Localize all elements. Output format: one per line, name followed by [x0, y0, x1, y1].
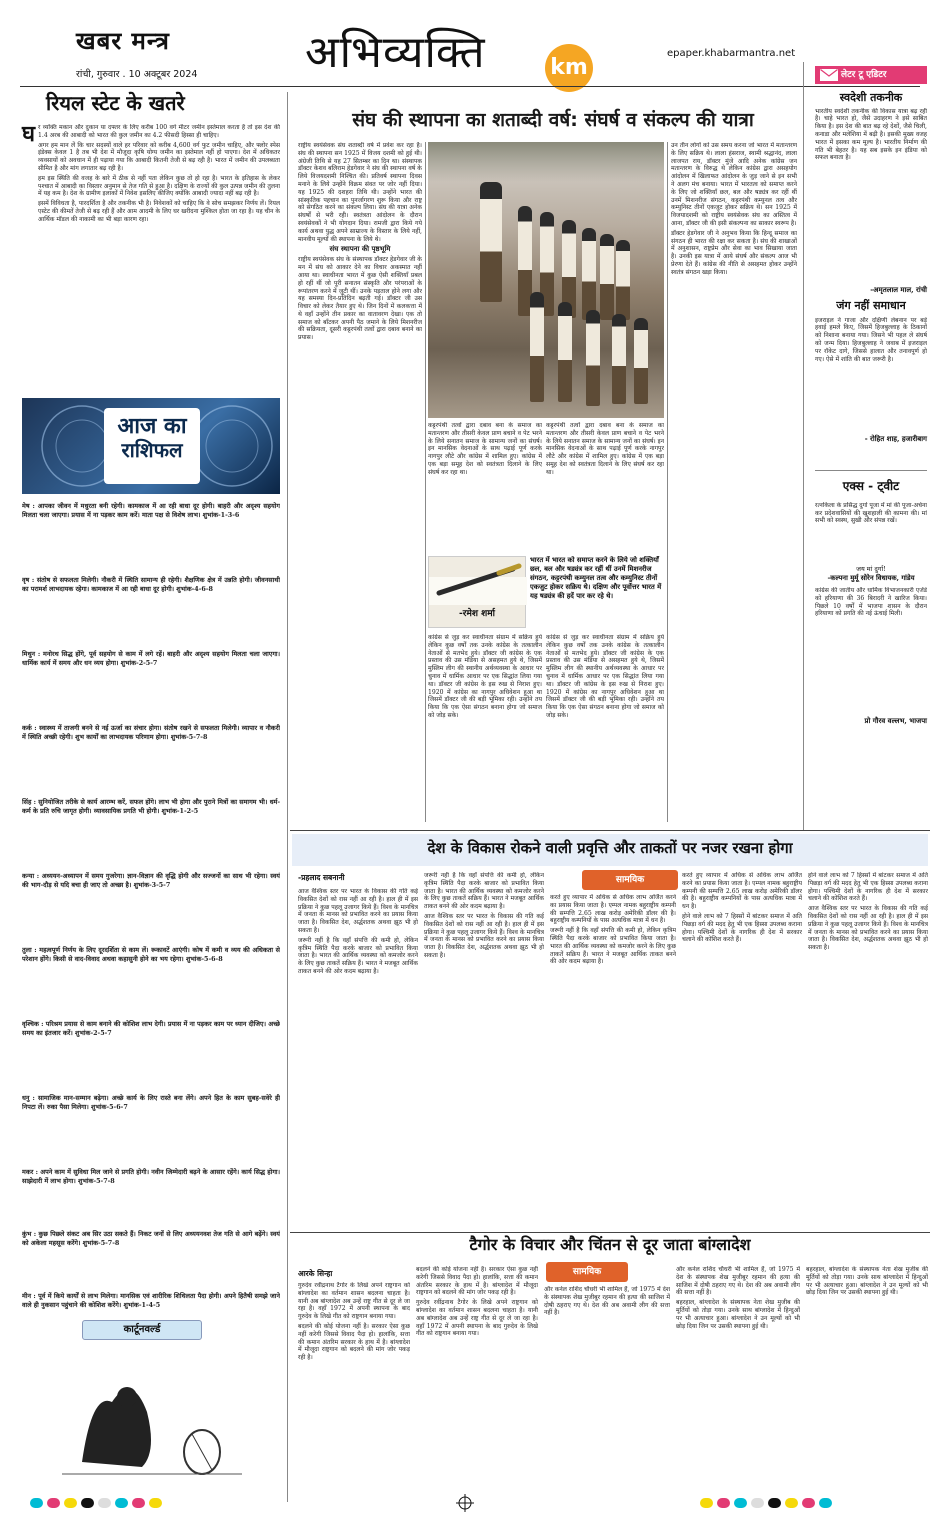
article2-col-3: [550, 894, 676, 1226]
envelope-icon: [820, 69, 838, 81]
left-article-para: अगर हम मान लें कि चार सदस्यों वाले हर परिवार को करीब 4,600 वर्ग फुट जमीन चाहिए, और फ्लोर स्पेस इंडेक्स केवल 1 है तब भी देश में मौजूदा कृषि योग्य जमीन का इस्तेमाल नहीं हो पाएगा। देश में अधिकतर व्यवसायों को अवधान में ही पढ़ाया गया कि आबादी कितनी तेजी से बढ़ रही है। भारत में जमीन की उपलब्धता सीमित है और मांग लगातार बढ़ रही है।: [38, 141, 280, 172]
author-box: [428, 556, 526, 628]
main-col-right-text: उन तीन लोगों को उस समय करना जो भारत में मतान्तरण के लिए सक्रिय थे। लाला हंसराज, स्वामी श्रद्धानंद, लाला लाजपत राय, डॉक्टर मुंजे आदि अनेक कांग्रेस जन मतान्तरण के विरुद्ध थे लेकिन कांग्रेस द्वारा असहयोग आंदोलन में खिलाफत आंदोलन के जुड़ जाने से इन सभी ने अलग मंच बनाया। भारत में भारतत्व को समाप्त करने के लिए जो शक्तियाँ छल, बल और षड्यंत्र कर रहीं थीं उनमें मिशनरीज संगठन, कट्टरपंथी कम्युनल तत्व और कम्युनिस्ट तीनों एकजुट होकर सक्रिय थे। सन 1925 में विजयादशमी को राष्ट्रीय स्वयंसेवक संघ का अस्तित्व में आना, डॉक्टर जी की इसी संकल्पना का साकार स्वरूप है।: [671, 142, 797, 227]
article3-tag: सामयिक: [546, 1262, 628, 1282]
article3-col-4: [676, 1266, 800, 1482]
main-col-mid-2: [428, 634, 542, 822]
main-col-right: [671, 142, 797, 822]
rashifal-item: वृष : संतोष से सफलता मिलेगी। नौकरी में स्थिति सामान्य ही रहेगी। शैक्षणिक क्षेत्र में उन्नति होगी। जीवनसाथी का परामर्श लाभदायक रहेगा। कामकाज में आ रही बाधा दूर होगी। शुभांक-4-6-8: [22, 576, 280, 593]
letter-1-sign: -अमृतलाल माल, रांची: [870, 284, 927, 294]
rashifal-item: कन्या : अध्ययन-अध्यापन में समय गुजरेगा। ज्ञान-विज्ञान की वृद्धि होगी और सज्जनों का साथ भी रहेगा। स्वयं की भाग-दौड़ से यदि बचा ही जाए तो अच्छा है। शुभांक-3-5-7: [22, 872, 280, 889]
left-article: [22, 121, 280, 392]
main-col-left-text-2: राष्ट्रीय स्वयंसेवक संघ के संस्थापक डॉक्टर हेडगेवार जी के मन में संघ को आकार देने का विचार अकस्मात नहीं आया था। स्वाधीनता भारत में कुछ ऐसी शक्तियाँ प्रबल हो रहीं थीं जो पूरी सनातन संस्कृति और परंपराओं के रूपांतरण करने में जुटी थीं। उनके पड़ताल होने लगा और यह समस्या दिन-प्रतिदिन बढ़ती गई। डॉक्टर जी उस विचार को लेकर तैयार हुए थे। जिन दिनों में कलकत्ता में थे वहाँ उन्होंने तीन प्रकार का वातावरण देखा। एक तो समाज को बाँटकर अपनी पैठ जमाने के लिये मिशनरीज की सक्रियता, दूसरी कट्टरपंथी तत्वों द्वारा दबाव बनाने का प्रयास।: [298, 256, 422, 342]
date-line: रांची, गुरुवार . 10 अक्टूबर 2024: [76, 69, 198, 80]
rashifal-title-line1: आज का: [117, 414, 187, 439]
left-article-para: हम इस स्थिति की वजह के बारे में ठीक से नहीं पता लेकिन कुछ तो हो रहा है। भारत के इतिहास के लेकर पश्चात में आबादी का विस्तार अनुमान से तेज गति से हुआ है। दक्षिण के राज्यों की कुल उत्पन्न जमीन की तुलना में यह कम है। देश के ग्रामीण इलाकों में निवेश इसलिए कीजिए क्योंकि आबादी ज्यादा नहीं बढ़ रही है।: [38, 174, 280, 198]
article2-para: करते हुए व्यापार में अधिक से अधिक लाभ अर्जित करने का प्रयास किया जाता है। एम्पल नामक बहुराष्ट्रीय कम्पनी की सम्पत्ति 2.65 लाख करोड़ अमेरिकी डॉलर की है। बहुराष्ट्रीय कम्पनियों के पास अत्यधिक मात्रा में धन है।: [682, 872, 802, 911]
main-col-mid-b: [546, 422, 664, 552]
main-col-mid2-text: कांग्रेस से जुड़ कर स्वाधीनता संग्राम में सक्रिय हुये लेकिन कुछ वर्षों तक उनके कांग्रेस के तत्कालीन नेताओं से मतभेद हुये। डॉक्टर जी कांग्रेस के एक प्रस्ताव की उस मंडिया से असहमत हुये थे, जिसमें मुस्लिम लीग की स्थानीय अर्थव्यवस्था के आधार पर चुनाव में धार्मिक आधार पर एक सिद्धांत लिया गया था। डॉक्टर जी कांग्रेस के इस रुख से निराश हुए। 1920 में कांग्रेस का नागपुर अधिवेशन हुआ था जिसमें डॉक्टर जी की बड़ी भूमिका रही। उन्होंने तय किया कि एक ऐसा संगठन बनाना होगा जो समाज को जोड़ सके।: [428, 634, 542, 719]
article2-para: जरूरी नहीं है कि वहाँ संपत्ति की कमी हो, लेकिन कृत्रिम स्थिति पैदा करके बाजार को प्रभावित किया जाता है। भारत की आर्थिक व्यवस्था को कमजोर करने के लिए कुछ ताकतें सक्रिय हैं। भारत ने मजबूत आर्थिक ताकत बनने की ओर कदम बढ़ाया है।: [550, 927, 676, 966]
article3-para: गुरुदेव रवींद्रनाथ टैगोर के लिखे अपने राष्ट्रगान को बांग्लादेश का वर्तमान शासन बदलना चाहता है। यानी अब बांग्लादेश अब उन्हें राष्ट्र गीत से दूर ले जा रहा है। वहाँ 1972 में अपनी स्थापना के बाद गुरुदेव के लिखे गीत को राष्ट्रगान बनाया गया।: [298, 1282, 410, 1321]
article3-byline: आरके सिन्हा: [298, 1269, 333, 1278]
main-col-mid3-text: कांग्रेस से जुड़ कर स्वाधीनता संग्राम में सक्रिय हुये लेकिन कुछ वर्षों तक उनके कांग्रेस के तत्कालीन नेताओं से मतभेद हुये। डॉक्टर जी कांग्रेस के एक प्रस्ताव की उस मंडिया से असहमत हुये थे, जिसमें मुस्लिम लीग की स्थानीय अर्थव्यवस्था के आधार पर चुनाव में धार्मिक आधार पर एक सिद्धांत लिया गया था। डॉक्टर जी कांग्रेस के इस रुख से निराश हुए। 1920 में कांग्रेस का नागपुर अधिवेशन हुआ था जिसमें डॉक्टर जी की बड़ी भूमिका रही। उन्होंने तय किया कि एक ऐसा संगठन बनाना होगा जो समाज को जोड़ सके।: [546, 634, 664, 719]
letter-1-body: भारतीय स्वदेशी तकनीक की विकास यात्रा बढ़ रही है। चाहे भारत हो, जैसे उदाहरण ने इसे साबित किया है। इस देश की बात बढ़ रहे देशों, जैसे चिली, कनाडा और मलेशिया में बढ़ी है। इसकी मुख्य वजह भारत में इसका कम मूल्य है। भारतीय निर्माण की गति भी बेहतर है। यह सब इसके इन इंडिया को सफल बनाता है।: [815, 107, 927, 162]
letter-3-body: रत्नकिला के प्रसिद्ध दुर्गा पूजा में मां की पूजा-अर्चना कर प्रदेशवासियों की खुशहाली की कामना की। मां सभी को स्वस्थ, सुखी और संपन्न रखें।: [815, 501, 927, 525]
rashifal-item: सिंह : सुनियोजित तरीके से कार्य आरम्भ करें, सफल होंगे। लाभ भी होगा और पुराने मित्रों का समागम भी। धर्म-कर्म के प्रति रुचि जागृत होगी। व्यावसायिक प्रगति भी होगी। शुभांक-1-2-5: [22, 798, 280, 815]
main-col-mid-3: [546, 634, 664, 822]
letter-2-sign: - रोहित शाह, हजारीबाग: [864, 433, 927, 443]
article2-para: जरूरी नहीं है कि वहाँ संपत्ति की कमी हो, लेकिन कृत्रिम स्थिति पैदा करके बाजार को प्रभावित किया जाता है। भारत की आर्थिक व्यवस्था को कमजोर करने के लिए कुछ ताकतें सक्रिय हैं। भारत ने मजबूत आर्थिक ताकत बनने की ओर कदम बढ़ाया है।: [298, 936, 418, 975]
main-col-left-text: राष्ट्रीय स्वयंसेवक संघ शताब्दी वर्ष में प्रवेश कर रहा है। संघ की स्थापना सन 1925 में विजय दशमी को हुई थी। अंग्रेजी तिथि से यह 27 सितम्बर का दिन था। संस्थापक डॉक्टर केशव बलिराम हेडगेवार ने संघ की स्थापना वर्ष के लिये विजयदशमी निश्चित की। प्रतिवर्ष स्थापना दिवस मनाने के लिये उन्होंने विक्रम संवत पर जोर नहीं दिया। यह 1925 की दशहरा तिथि थी। उन्होंने भारत की सांस्कृतिक पहचान का पुनर्जागरण शुरू किया और राष्ट्र को संगठित करने का संकल्प लिया। संघ की यात्रा अनेक संघर्षों से भरी रही। स्वतंत्रता आंदोलन के दौरान स्वयंसेवकों ने भी योगदान दिया। रामजी द्वारा किये गये कार्य अथवा युद्ध अपने साम्राज्य के विस्तार के लिये नहीं, मानवीय मूल्यों की स्थापना के लिये थे।: [298, 142, 422, 243]
pen-icon: [429, 557, 527, 605]
rashifal-title: [104, 408, 200, 484]
letter-1: [815, 92, 927, 294]
pull-quote-text: भारत में भारत को समाप्त करने के लिये जो शक्तियाँ छल, बल और षड्यंत्र कर रहीं थीं उनमें मिशनरीज संगठन, कट्टरपंथी कम्युनल तत्व और कम्युनिस्ट तीनों एकजुट होकर सक्रिय थे। दक्षिण और पूर्वोत्तर भारत में यह षड्यंत्र की हदें पार कर रहे थे।: [530, 556, 662, 600]
letter-3-sign: -कल्पना मुर्मू सोरेन विधायक, गांडेय: [827, 574, 915, 583]
article3-headline: टैगोर के विचार और चिंतन से दूर जाता बांग्लादेश: [469, 1235, 751, 1254]
epaper-url[interactable]: epaper.khabarmantra.net: [667, 48, 796, 59]
cartoon-label-box: [82, 1320, 202, 1340]
rss-march-photo: [428, 142, 664, 418]
article2-para: आज वैश्विक स्तर पर भारत के विकास की गति कई विकसित देशों को रास नहीं आ रही है। हाल ही में इस प्रक्रिया ने कुछ पहलू उजागर किये हैं। विश्व के मानचित्र में जनता के मानस को प्रभावित करने का प्रयास किया जाता है। विकसित देश, अर्द्धशतक अथवा झूठ भी हो सकता है।: [808, 905, 928, 952]
letter-3: [815, 480, 927, 725]
rashifal-item: मीन : पूर्व में किये कार्यों से लाभ मिलेगा। मानसिक एवं शारीरिक शिथिलता पैदा होगी। अपने हितैषी समझे जाने वाले ही नुकसान पहुंचाने की कोशिश करेंगे। शुभांक-1-4-5: [22, 1292, 280, 1309]
main-author: -रमेश शर्मा: [459, 609, 495, 619]
letter-2-title: जंग नहीं समाधान: [836, 299, 906, 312]
article2-para: आज वैश्विक स्तर पर भारत के विकास की गति कई विकसित देशों को रास नहीं आ रही है। हाल ही में इस प्रक्रिया ने कुछ पहलू उजागर किये हैं। विश्व के मानचित्र में जनता के मानस को प्रभावित करने का प्रयास किया जाता है। विकसित देश, अर्द्धशतक अथवा झूठ भी हो सकता है।: [424, 912, 544, 959]
cartoon-label: कार्टूनवर्ल्ड: [123, 1324, 161, 1336]
rashifal-item: कर्क : स्वास्थ्य में ताजगी बनने से नई ऊर्जा का संचार होगा। संतोष रखने से सफलता मिलेगी। व्यापार व नौकरी में स्थिति अच्छी रहेगी। शुभ कार्यों का लाभदायक परिणाम होगा। शुभांक-5-7-8: [22, 724, 280, 741]
article2-col-1: [298, 888, 418, 1226]
cartoon-illustration: [22, 1342, 280, 1490]
rashifal-item: मिथुन : मनोरथ सिद्ध होंगे, पूर्व सहयोग से काम में लगे रहें। बाहरी और अदृश्य सहयोग मिलता चला जाएगा। धार्मिक कार्य में समय और धन व्यय होगा। शुभांक-2-5-7: [22, 650, 280, 667]
article2-col-2: [424, 872, 544, 1226]
article3-col-2: [416, 1266, 538, 1482]
letter-3-title: एक्स - ट्वीट: [842, 479, 900, 493]
letter-2: [815, 300, 927, 443]
article2-para: आज वैश्विक स्तर पर भारत के विकास की गति कई विकसित देशों को रास नहीं आ रही है। हाल ही में इस प्रक्रिया ने कुछ पहलू उजागर किये हैं। विश्व के मानचित्र में जनता के मानस को प्रभावित करने का प्रयास किया जाता है। विकसित देश, अर्द्धशतक अथवा झूठ भी हो सकता है।: [298, 888, 418, 934]
article3-para: और कर्नल राशिद चौधरी भी शामिल हैं, जो 1975 में देश के संस्थापक शेख मुजीबुर रहमान की हत्या की साजिश में दोषी ठहराए गए थे। देश की अब अवामी लीग की सत्ता नहीं है।: [676, 1266, 800, 1297]
drop-cap: घ: [22, 121, 36, 147]
letter-4-body: कांग्रेस की जातीय और धार्मिक विभाजनकारी एजेंडे को हरियाणा की 36 बिरादरी ने खारिज किया। पिछले 10 वर्षों में भाजपा शासन के दौरान हरियाणा को प्रगति की नई ऊंचाई मिली।: [815, 587, 927, 618]
rashifal-banner: [22, 398, 280, 494]
section-title: अभिव्यक्ति: [305, 27, 486, 78]
article2-tag: सामयिक: [582, 870, 678, 890]
article3-para: गुरुदेव रवींद्रनाथ टैगोर के लिखे अपने राष्ट्रगान को बांग्लादेश का वर्तमान शासन बदलना चाहता है। यानी अब बांग्लादेश अब उन्हें राष्ट्र गीत से दूर ले जा रहा है। वहाँ 1972 में अपनी स्थापना के बाद गुरुदेव के लिखे गीत को राष्ट्रगान बनाया गया।: [416, 1299, 538, 1338]
letter-2-body: इजराइल ने गाजा और दक्षिणी लेबनान पर बड़े हवाई हमले किए, जिसमें हिजबुल्लाह के ठिकानों को निशाना बनाया गया। जिसने भी पहल ले संघर्ष को जन्म दिया। हिजबुल्लाह ने जवाब में इजराइल पर रॉकेट दागे, जिससे हालात और तनावपूर्ण हो गए। ऐसे में शांति की बात जरूरी है।: [815, 316, 927, 363]
footer-color-marks-left: [30, 1498, 166, 1511]
article3-col-3: [544, 1286, 670, 1482]
brand-logo: km: [545, 44, 593, 92]
main-subhead: संघ स्थापना की पृष्ठभूमि: [329, 244, 391, 254]
footer-color-marks-right: [700, 1498, 836, 1511]
article2-para: जरूरी नहीं है कि वहाँ संपत्ति की कमी हो, लेकिन कृत्रिम स्थिति पैदा करके बाजार को प्रभावित किया जाता है। भारत की आर्थिक व्यवस्था को कमजोर करने के लिए कुछ ताकतें सक्रिय हैं। भारत ने मजबूत आर्थिक ताकत बनने की ओर कदम बढ़ाया है।: [424, 872, 544, 911]
main-col-left: [298, 142, 422, 820]
article2-para: करते हुए व्यापार में अधिक से अधिक लाभ अर्जित करने का प्रयास किया जाता है। एम्पल नामक बहुराष्ट्रीय कम्पनी की सम्पत्ति 2.65 लाख करोड़ अमेरिकी डॉलर की है। बहुराष्ट्रीय कम्पनियों के पास अत्यधिक मात्रा में धन है।: [550, 894, 676, 925]
letter-1-title: स्वदेशी तकनीक: [839, 91, 903, 104]
article3-para: बदलने की कोई योजना नहीं है। सरकार ऐसा कुछ नहीं करेगी जिससे विवाद पैदा हो। हालांकि, सत्ता की कमान अंतरिम सरकार के हाथ में है। बांग्लादेश में मौजूदा राष्ट्रगान को बदलने की मांग जोर पकड़ रही है।: [298, 1322, 410, 1362]
article3-para: बहरहाल, बांग्लादेश के संस्थापक नेता शेख मुजीब की मूर्तियों को तोड़ा गया। उनके साथ बांग्लादेश में हिन्दुओं पर भी अत्याचार हुआ। बांग्लादेश ने उन मूल्यों को भी छोड़ दिया जिन पर उसकी स्थापना हुई थी।: [676, 1299, 800, 1330]
cartoon-panel: [22, 1320, 280, 1490]
pull-quote: [530, 556, 664, 628]
rashifal-title-line2: राशिफल: [121, 438, 183, 463]
letter-3-chant: जय मां दुर्गा!: [856, 564, 886, 573]
rashifal-item: मेष : आपका जीवन में मधुरता बनी रहेगी। कामकाज में आ रही बाधा दूर होगी। बाहरी और अदृश्य सहयोग मिलता चला जाएगा। प्रयास में ना पड़कर काम करें। माता पक्ष से विशेष लाभ। शुभांक-1-3-6: [22, 502, 280, 519]
article2-para: होने वाले लाभ को 7 हिस्सों में बांटकर समाज में अति पिछड़ा वर्ग की मदद हेतु भी एक हिस्सा उपलब्ध कराना होगा। पश्चिमी देशों के नागरिक ही देश में सरकार चलाने की कोशिश करते हैं।: [682, 912, 802, 944]
left-article-para: र व्यक्ति मकान और दुकान या दफ्तर के लिए करीब 100 वर्ग मीटर जमीन इस्तेमाल करता है तो इस देश की 1.4 अरब की आबादी को भारत की कुल जमीन का 4.2 फीसदी हिस्सा ही चाहिए।: [38, 124, 280, 139]
paper-name: खबर मन्त्र: [76, 27, 170, 55]
article3-para: बदलने की कोई योजना नहीं है। सरकार ऐसा कुछ नहीं करेगी जिससे विवाद पैदा हो। हालांकि, सत्ता की कमान अंतरिम सरकार के हाथ में है। बांग्लादेश में मौजूदा राष्ट्रगान को बदलने की मांग जोर पकड़ रही है।: [416, 1266, 538, 1297]
rashifal-item: तुला : महत्वपूर्ण निर्णय के लिए दूरदर्शिता से काम लें। रूकावटें आएंगी। कोष में कमी व व्यय की अधिकता से परेशान होंगे। किसी से वाद-विवाद अथवा कहासुनी होने का भय रहेगा। शुभांक-5-6-8: [22, 946, 280, 963]
article2-para: होने वाले लाभ को 7 हिस्सों में बांटकर समाज में अति पिछड़ा वर्ग की मदद हेतु भी एक हिस्सा उपलब्ध कराना होगा। पश्चिमी देशों के नागरिक ही देश में सरकार चलाने की कोशिश करते हैं।: [808, 872, 928, 903]
registration-mark-icon: [456, 1494, 474, 1512]
main-col-mid: [428, 422, 542, 552]
rashifal-item: मकर : अपने काम में सुविधा मिल जाने से प्रगति होगी। नवीन जिम्मेदारी बढ़ने के आसार रहेंगे। कार्य सिद्ध होगा। साझेदारी में लाभ होगा। शुभांक-5-7-8: [22, 1168, 280, 1185]
main-col-mid-text-b: कट्टरपंथी तत्वों द्वारा दबाव बना के समाज का मतान्तरण और तीसरी केवल प्राण बचाने व पेट भरने के लिये सनातन समाज के सामान्य जनों का संघर्ष। इन मानसिक वेदनाओं के साथ पढ़ाई पूर्ण करके नागपुर लौटे और कांग्रेस में शामिल हुए। कांग्रेस में एक बड़ा समूह देश को स्वतंत्रता दिलाने के लिए संघर्ष कर रहा था।: [546, 422, 664, 476]
rashifal-item: कुंभ : कुछ पिछले संकट अब सिर उठा सकते हैं। निकट जनों से लिए अध्ययनवश तेज गति से आगे बढ़ेंगे। स्वयं को अकेला महसूस करेंगे। शुभांक-5-7-8: [22, 1230, 280, 1247]
article3-col-5: [806, 1266, 928, 1482]
left-article-headline: रियल स्टेट के खतरे: [46, 91, 185, 115]
letters-banner-text: लेटर टू एडिटर: [841, 69, 887, 80]
main-headline: संघ की स्थापना का शताब्दी वर्ष: संघर्ष व संकल्प की यात्रा: [352, 109, 754, 131]
main-col-mid-text: कट्टरपंथी तत्वों द्वारा दबाव बना के समाज का मतान्तरण और तीसरी केवल प्राण बचाने व पेट भरने के लिये सनातन समाज के सामान्य जनों का संघर्ष। इन मानसिक वेदनाओं के साथ पढ़ाई पूर्ण करके नागपुर लौटे और कांग्रेस में शामिल हुए। कांग्रेस में एक बड़ा समूह देश को स्वतंत्रता दिलाने के लिए संघर्ष कर रहा था।: [428, 422, 542, 476]
letter-4-sign: प्रो गौरव वल्लभ, भाजपा: [864, 716, 927, 726]
article2-byline: -प्रहलाद सबनानी: [298, 873, 345, 882]
rashifal-item: धनु : सामाजिक मान-सम्मान बढ़ेगा। अच्छे कार्य के लिए रास्ते बना लेंगे। अपने हित के काम सुबह-सवेरे ही निपटा लें। रुका पैसा मिलेगा। शुभांक-5-6-7: [22, 1094, 280, 1111]
article2-col-4: [682, 872, 802, 1226]
article2-headline: देश के विकास रोकने वाली प्रवृत्ति और ताकतों पर नजर रखना होगा: [427, 839, 793, 857]
article2-col-5: [808, 872, 928, 1226]
article3-para: और कर्नल राशिद चौधरी भी शामिल हैं, जो 1975 में देश के संस्थापक शेख मुजीबुर रहमान की हत्या की साजिश में दोषी ठहराए गए थे। देश की अब अवामी लीग की सत्ता नहीं है।: [544, 1286, 670, 1317]
article3-col-1: [298, 1282, 410, 1482]
rashifal-item: वृश्चिक : परिश्रम प्रयास से काम बनाने की कोशिश लाभ देगी। प्रयास में ना पड़कर काम पर ध्यान दीजिए। अच्छे समय का इंतजार करें। शुभांक-2-5-7: [22, 1020, 280, 1037]
article3-para: बहरहाल, बांग्लादेश के संस्थापक नेता शेख मुजीब की मूर्तियों को तोड़ा गया। उनके साथ बांग्लादेश में हिन्दुओं पर भी अत्याचार हुआ। बांग्लादेश ने उन मूल्यों को भी छोड़ दिया जिन पर उसकी स्थापना हुई थी।: [806, 1266, 928, 1297]
main-col-right-text-2: डॉक्टर हेडगेवार जी ने अनुभव किया कि हिन्दू समाज का संगठन ही भारत की रक्षा कर सकता है। संघ की शाखाओं में अनुशासन, राष्ट्रप्रेम और सेवा का भाव सिखाया जाता है। उनकी इस यात्रा में आये संघर्ष और संकल्प आज भी प्रेरणा देते हैं। कांग्रेस की नीति से असहमत होकर उन्होंने स्वतंत्र संगठन खड़ा किया।: [671, 229, 797, 276]
left-article-para: इसमें विविधता है, पारदर्शिता है और तकनीक भी है। निवेशकों को चाहिए कि वे सोच समझकर निर्णय लें। रियल एस्टेट की कीमतें तेजी से बढ़ रही हैं और आम आदमी के लिए घर खरीदना मुश्किल होता जा रहा है। यह चीन के आर्थिक मॉडल की नाकामी का भी बड़ा कारण रहा।: [38, 200, 280, 223]
